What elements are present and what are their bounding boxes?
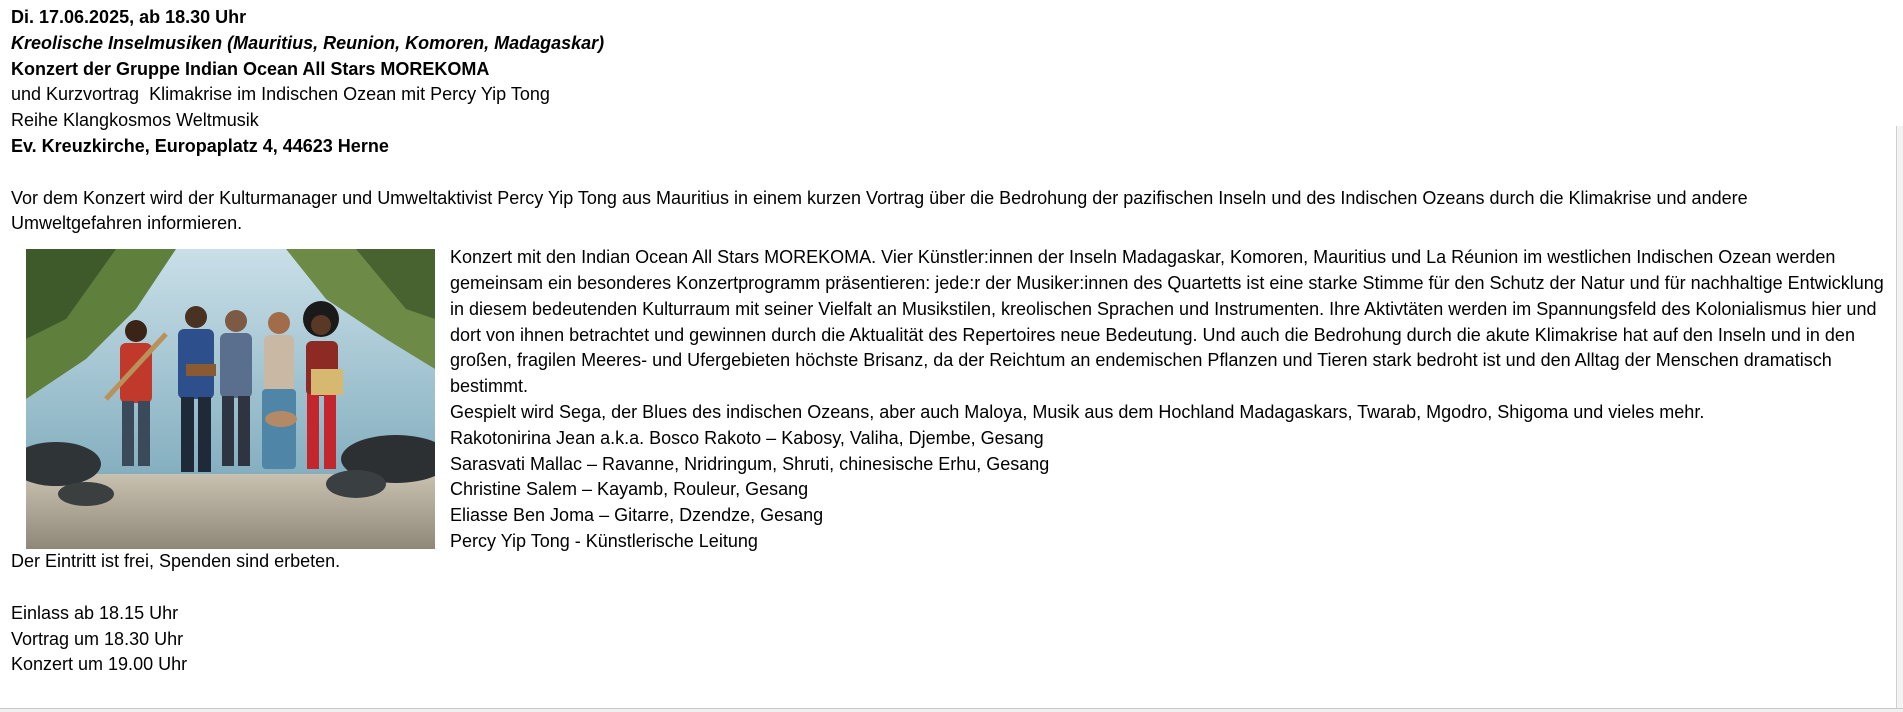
description-paragraph: Konzert mit den Indian Ocean All Stars MOREKOMA. Vier Künstler:innen der Inseln Madagaskar, Komoren, Mauritius und La Réunion im westlichen Indischen Ozean werden gemeinsam ein besonderes Konzertprogramm präsentieren: jede:r der Musiker:innen des Quartetts ist eine starke Stimme für den Schutz der Natur und für nachhaltige Entwicklung in diesem bedeutenden Kulturraum mit seiner Vielfalt an Musikstilen, kreolischen Sprachen und Instrumenten. Ihre Aktivtäten werden im Spannungsfeld des Kolonialismus hier und dort von ihnen betrachtet und gewinnen durch die Aktualität des Repertoires neue Bedeutung. Und auch die Bedrohung durch die akute Klimakrise hat auf den Inseln und in den großen, fragilen Meeres- und Ufergebieten höchste Brisanz, da der Reichtum an endemischen Pflanzen und Tieren stark bedroht ist und den Alltag der Menschen dramatisch bestimmt. [450, 247, 1884, 397]
schedule-concert: Konzert um 19.00 Uhr [11, 654, 188, 675]
vertical-scrollbar[interactable] [1896, 126, 1903, 712]
schedule-talk: Vortrag um 18.30 Uhr [11, 628, 184, 649]
admission-note: Der Eintritt ist frei, Spenden sind erbeten. [11, 551, 341, 572]
band-photo [26, 249, 435, 549]
description-block [450, 245, 1890, 555]
spacer [11, 160, 1891, 186]
lineup-item: Sarasvati Mallac – Ravanne, Nridringum, Shruti, chinesische Erhu, Gesang [450, 453, 1050, 474]
schedule-entry: Einlass ab 18.15 Uhr [11, 602, 179, 623]
lineup-item: Rakotonirina Jean a.k.a. Bosco Rakoto – Kabosy, Valiha, Djembe, Gesang [450, 427, 1044, 448]
band-photo-icon [26, 249, 435, 549]
lineup-item: Eliasse Ben Joma – Gitarre, Dzendze, Gesang [450, 505, 824, 526]
lineup-item: Percy Yip Tong - Künstlerische Leitung [450, 530, 758, 551]
event-date: Di. 17.06.2025, ab 18.30 Uhr [11, 7, 247, 27]
media-row [11, 245, 1891, 549]
event-concert-title: Konzert der Gruppe Indian Ocean All Stars MOREKOMA [11, 58, 490, 79]
event-subtitle: Kreolische Inselmusiken (Mauritius, Reunion, Komoren, Madagaskar) [11, 32, 605, 53]
lineup-item: Christine Salem – Kayamb, Rouleur, Gesang [450, 479, 809, 500]
event-series: Reihe Klangkosmos Weltmusik [11, 110, 259, 131]
event-venue: Ev. Kreuzkirche, Europaplatz 4, 44623 Herne [11, 135, 389, 156]
document-page [11, 5, 1891, 678]
intro-paragraph: Vor dem Konzert wird der Kulturmanager und Umweltaktivist Percy Yip Tong aus Mauritius in einem kurzen Vortrag über die Bedrohung der pazifischen Inseln und des Indischen Ozeans durch die Klimakrise und andere Umweltgefahren informieren. [11, 187, 1748, 234]
horizontal-scrollbar[interactable] [0, 708, 1903, 712]
event-talk: und Kurzvortrag Klimakrise im Indischen Ozean mit Percy Yip Tong [11, 84, 550, 105]
genres-paragraph: Gespielt wird Sega, der Blues des indischen Ozeans, aber auch Maloya, Musik aus dem Hochland Madagaskars, Twarab, Mgodro, Shigoma und vieles mehr. [450, 401, 1705, 422]
spacer [11, 575, 1891, 601]
